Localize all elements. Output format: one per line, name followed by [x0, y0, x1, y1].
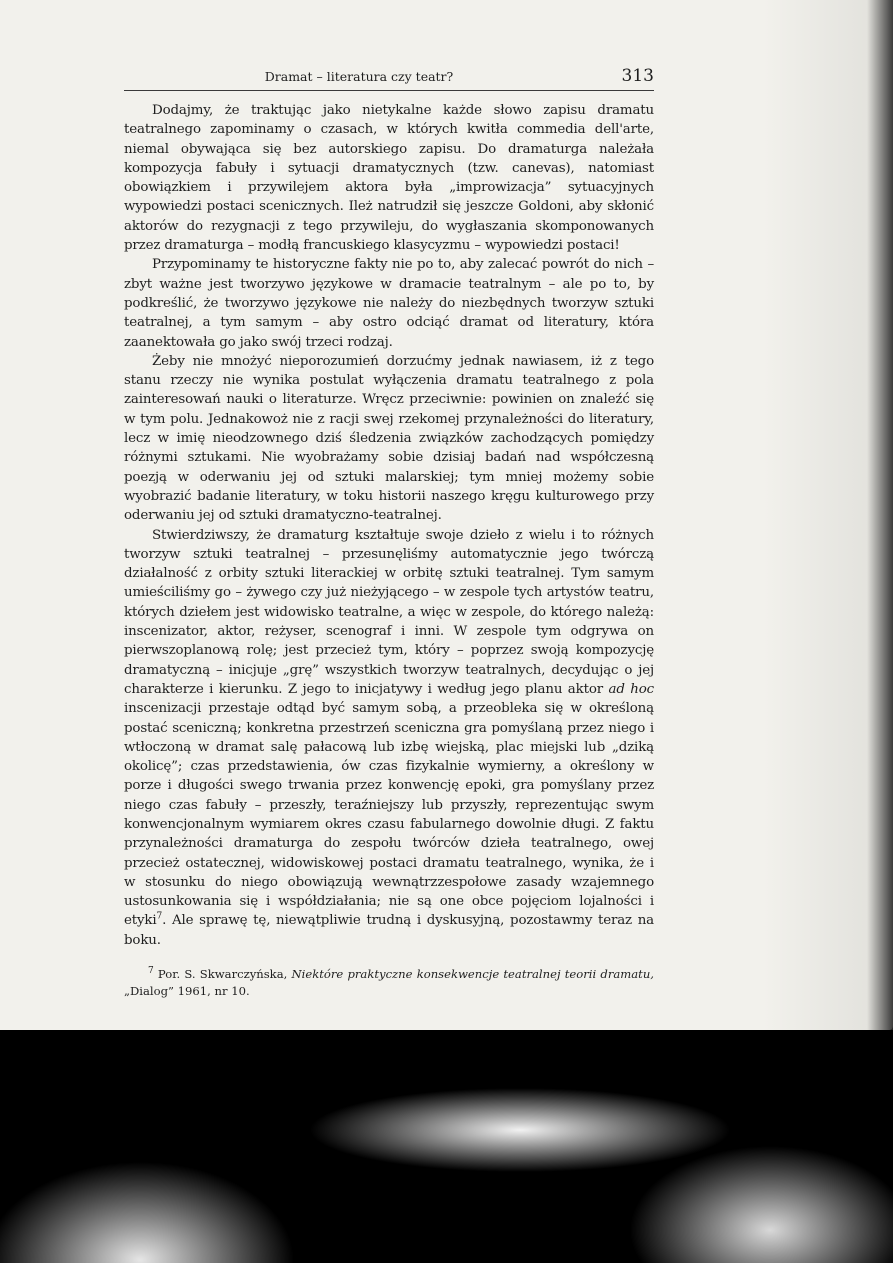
footnote-reference: 7	[156, 912, 163, 922]
paragraph-with-footnote	[124, 526, 654, 951]
footnote-number: 7	[148, 966, 154, 977]
emphasis-ad-hoc: ad hoc	[608, 681, 654, 697]
paragraph: Żeby nie mnożyć nieporozumień dorzućmy jednak nawiasem, iż z tego stanu rzeczy nie wynika postulat wyłączenia dramatu teatralnego z pola zainteresowań nauki o literaturze. Wręcz przeciwnie: powinien on znaleźć się w tym polu. Jednakowoż nie z racji swej rzekomej przynależności do literatury, lecz w imię nieodzownego dziś śledzenia związków zachodzących pomiędzy różnymi sztukami. Nie wyobrażamy sobie dzisiaj badań nad współczesną poezją w oderwaniu jej od sztuki malarskiej; tym mniej możemy sobie wyobrazić badanie literatury, w toku historii naszego kręgu kulturowego przy oderwaniu jej od sztuki dramatyczno-teatralnej.	[124, 353, 654, 524]
paragraph: Dodajmy, że traktując jako nietykalne każde słowo zapisu dramatu teatralnego zapominamy o czasach, w których kwitła commedia dell'arte, niemal obywająca się bez autorskiego zapisu. Do dramaturga należała kompozycja fabuły i sytuacji dramatycznych (tzw. canevas), natomiast obowiązkiem i przywilejem aktora była „improwizacja” sytuacyjnych wypowiedzi postaci scenicznych. Ileż natrudził się jeszcze Goldoni, aby skłonić aktorów do rezygnacji z tego przywileju, do wygłaszania skomponowanych przez dramaturga – modłą francuskiego klasycyzmu – wypowiedzi postaci!	[124, 103, 654, 254]
footnote-title: Niektóre praktyczne konsekwencje teatralnej teorii dramatu,	[291, 967, 654, 982]
paragraph-text-tail: .	[162, 913, 167, 929]
footnote	[124, 966, 654, 1000]
page-content	[124, 62, 654, 1000]
body-text	[124, 101, 654, 950]
paragraph-text-end: Ale sprawę tę, niewątpliwie trudną i dyskusyjną, pozostawmy teraz na boku.	[124, 913, 655, 948]
running-title: Dramat – literatura czy teatr?	[264, 69, 454, 84]
paragraph-text: Stwierdziwszy, że dramaturg kształtuje swoje dzieło z wielu i to różnych tworzyw sztuki teatralnej – przesunęliśmy automatycznie jego twórczą działalność z orbity sztuki literackiej w orbitę sztuki teatralnej. Tym samym umieściliśmy go – żywego czy już nieżyjącego – w zespole tych artystów teatru, których dziełem jest widowisko teatralne, a więc w zespole, do którego należą: inscenizator, aktor, reżyser, scenograf i inni. W zespole tym odgrywa on pierwszoplanową rolę; jest przecież tym, który – poprzez swoją kompozycję dramatyczną – inicjuje „grę” wszystkich tworzyw teatralnych, decydując o jej charakterze i kierunku. Z jego to inicjatywy i według jego planu aktor ad hoc inscenizacji przestaje odtąd być samym sobą, a przeobleka się w określoną postać sceniczną; konkretna przestrzeń sceniczna gra pomyślaną przez niego i wtłoczoną w dramat salę pałacową lub izbę wiejską, plac miejski lub „dziką okolicę”; czas przedstawienia, ów czas fizykalnie wymierny, a określony w porze i długości swego trwania przez konwencję epoki, gra pomyślany przez niego czas fabuły – przeszły, teraźniejszy lub przyszły, reprezentując swym konwencjonalnym wymiarem okres czasu fabularnego dowolnie długi. Z faktu przynależności dramaturga do zespołu twórców dzieła teatralnego, owej przecież ostatecznej, widowiskowej postaci dramatu teatralnego, wynika, że i w stosunku do niego obowiązują wewnątrzzespołowe zasady wzajemnego ustosunkowania się i współdziałania; nie są one obce pojęciom lojalności i etyki	[124, 527, 654, 929]
running-header	[124, 62, 654, 91]
paper-edge-shading	[763, 0, 893, 1030]
scanner-glare	[0, 1060, 893, 1263]
paragraph: Przypominamy te historyczne fakty nie po to, aby zalecać powrót do nich – zbyt ważne jest tworzywo językowe w dramacie teatralnym – ale po to, by podkreślić, że tworzywo językowe nie należy do niezbędnych tworzyw sztuki teatralnej, a tym samym – aby ostro odciąć dramat od literatury, która zaanektowała go jako swój trzeci rodzaj.	[124, 257, 654, 350]
footnote-suffix: „Dialog” 1961, nr 10.	[124, 984, 250, 999]
footnote-prefix: Por. S. Skwarczyńska,	[157, 967, 288, 982]
page-number: 313	[621, 66, 654, 86]
